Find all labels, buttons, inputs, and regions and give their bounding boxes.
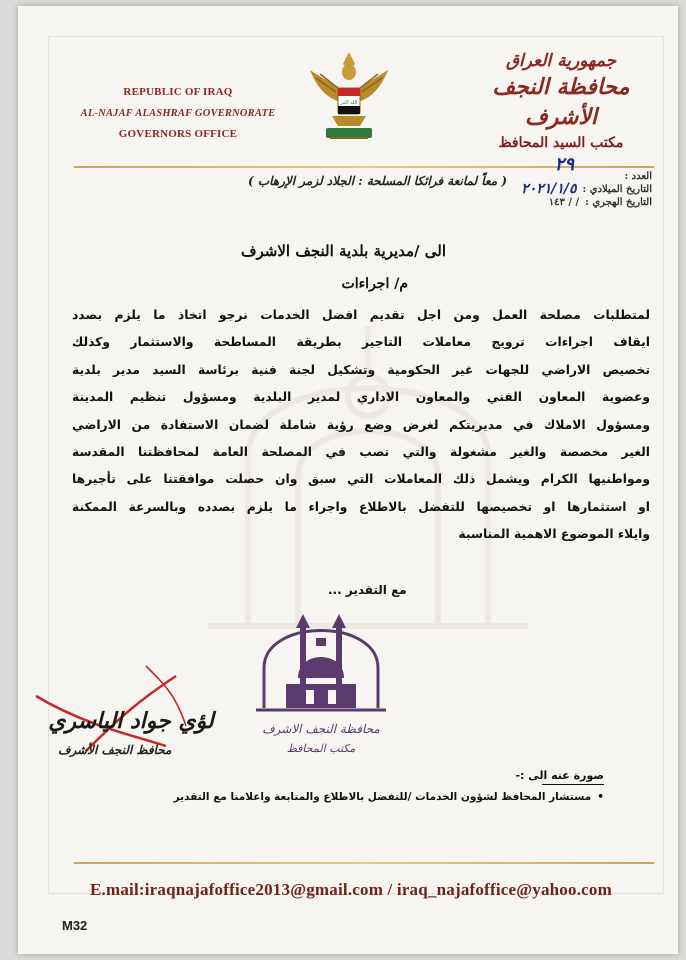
seal-text-governorate: محافظة النجف الاشرف bbox=[262, 722, 380, 736]
iraq-eagle-emblem-icon bbox=[302, 48, 396, 148]
subject-line: م/ اجراءات bbox=[341, 276, 408, 292]
letterhead-ar-office: مكتب السيد المحافظ bbox=[498, 135, 624, 151]
letterhead-en-governorate: AL-NAJAF ALASHRAF GOVERNORATE bbox=[80, 108, 276, 119]
body-line-5: ومسؤول الاملاك في مديريتكم لغرض وضع رؤية شاملة لضمان الاستفادة من الاراضي bbox=[72, 417, 650, 432]
reference-number: ٢٩ bbox=[554, 154, 574, 175]
hijri-date-row bbox=[472, 196, 652, 209]
hijri-date-label: التاريخ الهجري : bbox=[585, 197, 652, 208]
body-line-6: الغير مخصصة والغير مشغولة والتي تصب في المصلحة العامة لمحافظتنا المقدسة bbox=[72, 445, 650, 460]
gregorian-date-label: التاريخ الميلادي : bbox=[582, 184, 652, 195]
body-line-8: او استثمارها او تخصيصها للتفضل بالاطلاع واجراء ما يلزم بصدده وبالسرعة الممكنة bbox=[72, 499, 650, 514]
body-line-7: ومواطنيها الكرام ويشمل ذلك المعاملات التي سبق وان حصلت موافقتنا على تأجيرها bbox=[72, 472, 650, 487]
letterhead-en-office: GOVERNORS OFFICE bbox=[118, 128, 238, 140]
letterhead-arabic bbox=[456, 50, 666, 154]
closing-regards: مع التقدير ... bbox=[328, 583, 407, 597]
form-code: M32 bbox=[62, 918, 88, 933]
letter-body bbox=[72, 302, 650, 549]
body-line-2: ايقاف اجراءات ترويج معاملات التاجير بطريقة المساطحة والاستثمار وكذلك bbox=[72, 335, 650, 350]
body-line-3: تخصيص الاراضي للجهات غير الحكومية وتشكيل لجنة فنية برئاسة السيد مدير بلدية bbox=[72, 362, 650, 377]
signature-title: محافظ النجف الأشرف bbox=[58, 743, 172, 757]
cc-heading: صورة عنه الى :- bbox=[515, 769, 604, 782]
letterhead-english bbox=[78, 82, 278, 145]
reference-number-label: العدد : bbox=[624, 171, 652, 182]
letterhead-ar-governorate: محافظة النجف الأشرف bbox=[492, 74, 630, 130]
svg-text:الله أكبر: الله أكبر bbox=[340, 100, 358, 106]
cc-item: • مستشار المحافظ لشؤون الخدمات /للتفضل بالاطلاع والمتابعة واعلامنا مع التقدير bbox=[174, 791, 604, 803]
letterhead-en-country: REPUBLIC OF IRAQ bbox=[123, 86, 233, 98]
slogan-stamp: ( معاً لمانعة فرائكا المسلحة : الجلاد لزمر الإرهاب ) bbox=[248, 174, 507, 188]
body-line-9: وايلاء الموضوع الاهمية المناسبة bbox=[458, 527, 650, 542]
letter-page bbox=[18, 6, 678, 954]
body-line-4: وعضوية المعاون الفني والمعاون الاداري لمدير البلدية ومسؤول تنظيم المدينة bbox=[72, 390, 650, 405]
signature-name: لؤي جواد الياسري bbox=[48, 708, 214, 734]
body-line-1: لمتطلبات مصلحة العمل ومن اجل تقديم افضل الخدمات نرجو اتخاذ ما يلزم بصدد bbox=[72, 308, 650, 322]
gregorian-date-value: ٢٠٢١/١/٥ bbox=[521, 181, 577, 197]
seal-text-office: مكتب المحافظ bbox=[286, 742, 356, 755]
footer-divider bbox=[74, 862, 654, 864]
cc-underline bbox=[542, 784, 604, 785]
footer-email: E.mail:iraqnajafoffice2013@gmail.com / iraq_najafoffice@yahoo.com bbox=[90, 880, 612, 899]
letterhead-ar-country: جمهورية العراق bbox=[505, 51, 617, 71]
hijri-date-value: / / ١٤٣ bbox=[548, 197, 580, 208]
addressee: الى /مديرية بلدية النجف الاشرف bbox=[240, 242, 446, 260]
governorate-seal-icon bbox=[246, 598, 396, 768]
